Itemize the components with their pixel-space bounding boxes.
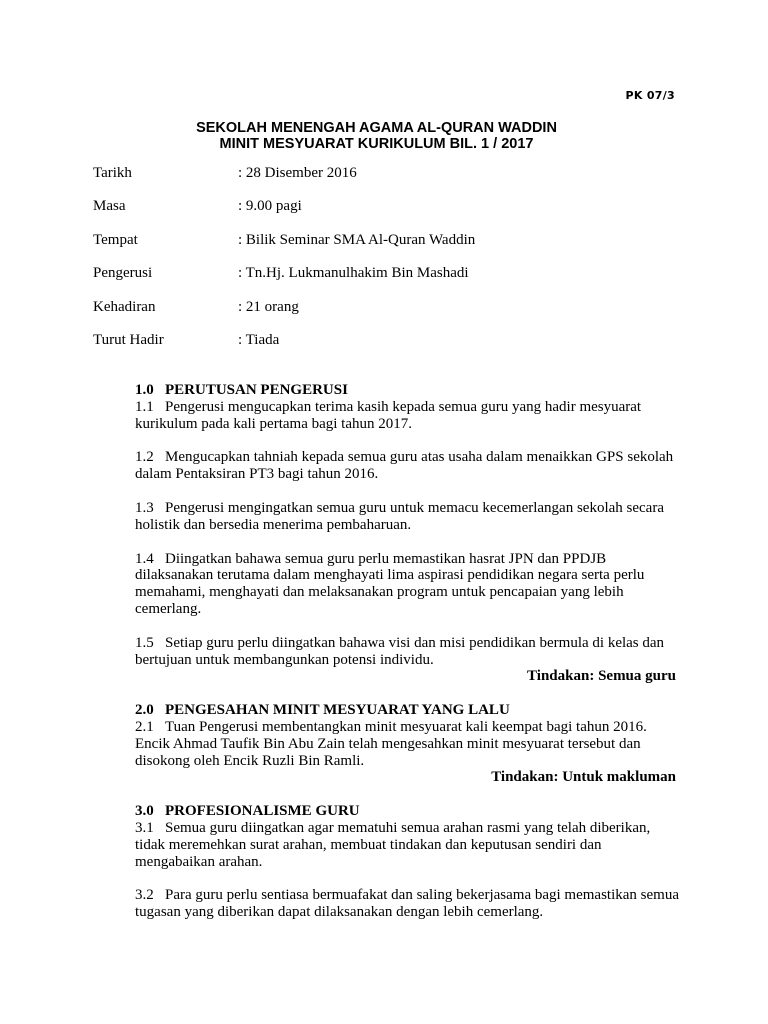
paragraph <box>135 887 680 921</box>
section-number: 2.0 <box>135 702 154 719</box>
paragraph-number: 1.3 <box>135 499 154 516</box>
paragraph-number: 1.5 <box>135 634 154 651</box>
paragraph <box>135 719 680 769</box>
paragraph <box>135 449 680 483</box>
action-note: Tindakan: Semua guru <box>527 668 676 685</box>
paragraph <box>135 399 680 433</box>
reference-code: PK 07/3 <box>625 89 675 102</box>
section-number: 3.0 <box>135 803 154 820</box>
paragraph-number: 3.2 <box>135 887 154 904</box>
paragraph-number: 3.1 <box>135 819 154 836</box>
paragraph-text: Pengerusi mengingatkan semua guru untuk memacu kecemerlangan sekolah secara holistik dan bersedia menerima pembaharuan. <box>135 499 664 533</box>
minutes-content <box>135 382 680 938</box>
document-title: MINIT MESYUARAT KURIKULUM BIL. 1 / 2017 <box>219 136 534 152</box>
paragraph-number: 1.1 <box>135 398 154 415</box>
paragraph-text: Mengucapkan tahniah kepada semua guru atas usaha dalam menaikkan GPS sekolah dalam Pentaksiran PT3 bagi tahun 2016. <box>135 449 674 483</box>
info-label: Tarikh <box>93 165 132 181</box>
paragraph-text: Pengerusi mengucapkan terima kasih kepada semua guru yang hadir mesyuarat kurikulum pada kali pertama bagi tahun 2017. <box>135 398 642 432</box>
info-value: : 9.00 pagi <box>238 198 302 215</box>
paragraph-text: Tuan Pengerusi membentangkan minit mesyuarat kali keempat bagi tahun 2016. Encik Ahmad Taufik Bin Abu Zain telah mengesahkan minit mesyuarat tersebut dan disokong oleh Encik Ruzli Bin Ramli. <box>135 718 647 769</box>
paragraph <box>135 820 680 870</box>
paragraph <box>135 551 680 618</box>
info-label: Turut Hadir <box>93 331 164 348</box>
paragraph-number: 1.2 <box>135 449 154 466</box>
paragraph-text: Semua guru diingatkan agar mematuhi semua arahan rasmi yang telah diberikan, tidak meremehkan surat arahan, membuat tindakan dan keputusan sendiri dan mengabaikan arahan. <box>135 819 651 870</box>
info-label: Tempat <box>93 231 138 248</box>
paragraph-number: 1.4 <box>135 550 154 567</box>
paragraph-text: Diingatkan bahawa semua guru perlu memastikan hasrat JPN dan PPDJB dilaksanakan terutama dalam menghayati lima aspirasi pendidikan negara serta perlu memahami, menghayati dan melaksanakan program untuk pencapaian yang lebih cemerlang. <box>135 550 645 617</box>
action-note: Tindakan: Untuk makluman <box>491 769 676 786</box>
info-label: Masa <box>93 198 126 215</box>
section-title-text: PROFESIONALISME GURU <box>165 803 360 820</box>
paragraph <box>135 635 680 669</box>
section-title-text: PENGESAHAN MINIT MESYUARAT YANG LALU <box>165 702 510 719</box>
section-title-text: PERUTUSAN PENGERUSI <box>165 382 348 398</box>
section-title <box>135 803 680 820</box>
section-title <box>135 382 680 399</box>
info-value: : Bilik Seminar SMA Al-Quran Waddin <box>238 231 476 248</box>
school-name: SEKOLAH MENENGAH AGAMA AL-QURAN WADDIN <box>196 120 557 136</box>
section-1 <box>135 382 680 685</box>
section-3 <box>135 803 680 921</box>
document-header <box>0 120 768 152</box>
section-number: 1.0 <box>135 382 154 398</box>
info-label: Pengerusi <box>93 265 153 282</box>
paragraph-text: Setiap guru perlu diingatkan bahawa visi dan misi pendidikan bermula di kelas dan bertujuan untuk membangunkan potensi individu. <box>135 634 665 668</box>
info-value: : 28 Disember 2016 <box>238 165 357 181</box>
paragraph-number: 2.1 <box>135 718 154 735</box>
section-2 <box>135 702 680 786</box>
paragraph <box>135 500 680 534</box>
info-value: : 21 orang <box>238 298 299 315</box>
paragraph-text: Para guru perlu sentiasa bermuafakat dan saling bekerjasama bagi memastikan semua tugasan yang diberikan dapat dilaksanakan dengan lebih cemerlang. <box>135 887 679 921</box>
info-value: : Tn.Hj. Lukmanulhakim Bin Mashadi <box>238 265 469 282</box>
section-title <box>135 702 680 719</box>
info-label: Kehadiran <box>93 298 156 315</box>
info-value: : Tiada <box>238 331 280 348</box>
